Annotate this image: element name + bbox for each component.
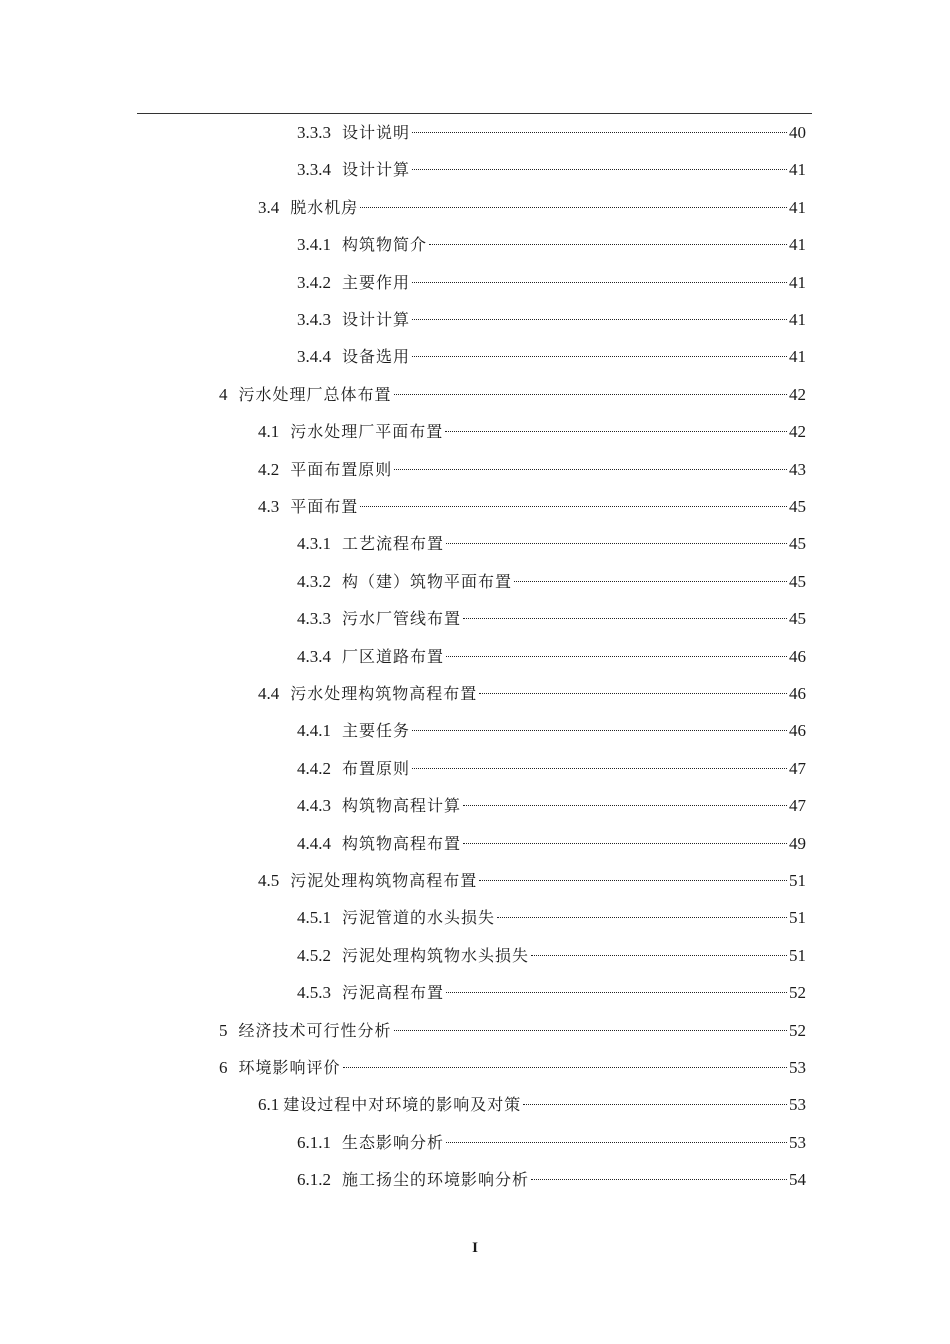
toc-entry[interactable] (297, 642, 806, 672)
toc-entry-page: 41 (789, 235, 806, 255)
toc-entry-page: 45 (789, 534, 806, 554)
toc-entry[interactable] (219, 380, 806, 410)
toc-dot-leader (446, 543, 787, 544)
toc-entry-title: 设计说明 (342, 123, 411, 142)
toc-entry[interactable] (297, 978, 806, 1008)
toc-entry-number: 6 (219, 1058, 228, 1077)
toc-entry-number: 6.1 (258, 1095, 280, 1115)
toc-entry-page: 51 (789, 945, 806, 965)
toc-entry-page: 54 (789, 1170, 806, 1190)
toc-entry[interactable] (297, 903, 806, 933)
toc-dot-leader (531, 955, 787, 956)
toc-entry-title: 设计计算 (342, 310, 411, 329)
toc-entry-page: 45 (789, 609, 806, 629)
toc-entry[interactable] (297, 268, 806, 298)
toc-entry-page: 41 (789, 310, 806, 329)
toc-entry-title: 主要作用 (342, 272, 411, 292)
toc-entry-number: 4.5.3 (297, 983, 331, 1003)
toc-entry[interactable] (297, 754, 806, 784)
toc-entry[interactable] (297, 342, 806, 372)
toc-entry-title: 平面布置 (290, 497, 359, 516)
toc-entry-page: 43 (789, 459, 806, 479)
toc-dot-leader (412, 132, 787, 133)
toc-entry[interactable] (297, 716, 806, 746)
toc-dot-leader (497, 917, 787, 918)
toc-entry-title: 设计计算 (342, 160, 411, 180)
toc-entry[interactable] (297, 941, 806, 971)
toc-entry[interactable] (297, 155, 806, 185)
toc-entry-page: 46 (789, 646, 806, 666)
toc-entry-number: 4.4.4 (297, 833, 331, 853)
toc-dot-leader (531, 1179, 787, 1180)
toc-entry-title: 环境影响评价 (238, 1058, 341, 1077)
toc-dot-leader (394, 394, 787, 395)
toc-entry-page: 41 (789, 160, 806, 180)
toc-entry-number: 4.4.3 (297, 796, 331, 816)
toc-entry-page: 53 (789, 1095, 806, 1115)
toc-entry-number: 4 (219, 384, 228, 404)
toc-entry-title: 污泥处理构筑物水头损失 (342, 945, 530, 965)
toc-entry-page: 52 (789, 983, 806, 1003)
toc-entry-title: 主要任务 (342, 721, 411, 741)
toc-entry-title: 生态影响分析 (342, 1132, 445, 1152)
toc-entry-number: 4.5.1 (297, 908, 331, 928)
toc-entry-number: 4.4.2 (297, 758, 331, 778)
toc-dot-leader (343, 1067, 787, 1068)
toc-entry-number: 5 (219, 1020, 228, 1040)
toc-entry-number: 3.4.3 (297, 310, 331, 329)
toc-entry-page: 42 (789, 384, 806, 404)
toc-entry-title: 脱水机房 (290, 197, 359, 217)
toc-entry-page: 40 (789, 123, 806, 142)
toc-dot-leader (360, 506, 787, 507)
toc-dot-leader (463, 618, 787, 619)
toc-dot-leader (479, 880, 787, 881)
toc-entry-number: 3.4.1 (297, 235, 331, 255)
toc-entry-page: 53 (789, 1058, 806, 1077)
toc-entry[interactable] (258, 1090, 806, 1120)
toc-entry-page: 51 (789, 908, 806, 928)
toc-entry-number: 4.3.3 (297, 609, 331, 629)
toc-entry[interactable] (258, 417, 806, 447)
toc-entry-page: 41 (789, 272, 806, 292)
toc-entry-page: 47 (789, 758, 806, 778)
toc-entry-title: 建设过程中对环境的影响及对策 (283, 1095, 522, 1115)
toc-dot-leader (445, 431, 787, 432)
toc-dot-leader (463, 805, 787, 806)
toc-entry-number: 4.3.1 (297, 534, 331, 554)
toc-entry[interactable] (258, 679, 806, 709)
toc-entry-title: 设备选用 (342, 347, 411, 367)
toc-entry-page: 41 (789, 347, 806, 367)
header-rule (137, 113, 812, 114)
toc-entry[interactable] (258, 492, 806, 522)
toc-entry-number: 3.3.4 (297, 160, 331, 180)
toc-dot-leader (412, 768, 787, 769)
toc-dot-leader (412, 319, 787, 320)
toc-entry-number: 3.4.2 (297, 272, 331, 292)
toc-entry-number: 4.3 (258, 497, 280, 516)
toc-entry[interactable] (297, 118, 806, 148)
toc-entry-number: 6.1.1 (297, 1132, 331, 1152)
toc-dot-leader (412, 356, 787, 357)
toc-dot-leader (446, 1142, 787, 1143)
toc-entry[interactable] (219, 1053, 806, 1083)
toc-dot-leader (446, 656, 787, 657)
toc-entry-number: 4.3.2 (297, 571, 331, 591)
toc-dot-leader (446, 992, 787, 993)
toc-entry-page: 47 (789, 796, 806, 816)
toc-entry-page: 42 (789, 422, 806, 442)
toc-entry-title: 施工扬尘的环境影响分析 (342, 1170, 530, 1190)
toc-entry-number: 3.3.3 (297, 123, 331, 142)
toc-dot-leader (412, 730, 787, 731)
toc-entry-page: 46 (789, 684, 806, 703)
toc-entry[interactable] (297, 1128, 806, 1158)
toc-entry-number: 4.5.2 (297, 945, 331, 965)
toc-dot-leader (429, 244, 787, 245)
page-number: I (472, 1240, 478, 1256)
toc-dot-leader (412, 282, 787, 283)
toc-entry-title: 构筑物高程布置 (342, 833, 462, 853)
toc-entry-number: 4.5 (258, 871, 280, 890)
toc-entry-title: 污泥管道的水头损失 (342, 908, 496, 928)
toc-entry-title: 污水处理厂总体布置 (238, 384, 392, 404)
toc-entry-title: 布置原则 (342, 758, 411, 778)
toc-entry-page: 51 (789, 871, 806, 890)
toc-entry[interactable] (297, 529, 806, 559)
toc-entry-title: 工艺流程布置 (342, 534, 445, 554)
toc-dot-leader (463, 843, 787, 844)
toc-entry[interactable] (297, 567, 806, 597)
toc-entry[interactable] (297, 604, 806, 634)
toc-entry-title: 污水厂管线布置 (342, 609, 462, 629)
toc-entry-title: 构（建）筑物平面布置 (342, 571, 513, 591)
toc-entry-page: 46 (789, 721, 806, 741)
toc-entry-number: 4.2 (258, 459, 280, 479)
toc-entry-number: 3.4.4 (297, 347, 331, 367)
toc-dot-leader (360, 207, 787, 208)
toc-entry-page: 41 (789, 197, 806, 217)
toc-entry-number: 3.4 (258, 197, 280, 217)
toc-entry-page: 45 (789, 571, 806, 591)
toc-entry-title: 平面布置原则 (290, 459, 393, 479)
toc-entry-number: 6.1.2 (297, 1170, 331, 1190)
toc-dot-leader (479, 693, 787, 694)
toc-dot-leader (514, 581, 787, 582)
toc-entry-number: 4.4 (258, 684, 280, 703)
toc-entry-title: 污泥高程布置 (342, 983, 445, 1003)
toc-dot-leader (394, 1030, 787, 1031)
toc-entry-title: 经济技术可行性分析 (238, 1020, 392, 1040)
toc-entry[interactable] (297, 1165, 806, 1195)
toc-entry-title: 构筑物高程计算 (342, 796, 462, 816)
toc-entry[interactable] (297, 791, 806, 821)
toc-dot-leader (412, 169, 787, 170)
toc-entry-page: 53 (789, 1132, 806, 1152)
toc-entry[interactable] (297, 305, 806, 335)
toc-entry-title: 厂区道路布置 (342, 646, 445, 666)
toc-entry[interactable] (258, 455, 806, 485)
toc-entry[interactable] (258, 193, 806, 223)
toc-entry[interactable] (258, 866, 806, 896)
toc-entry-page: 45 (789, 497, 806, 516)
toc-entry[interactable] (219, 1016, 806, 1046)
toc-dot-leader (523, 1104, 787, 1105)
toc-entry[interactable] (297, 829, 806, 859)
toc-entry-page: 52 (789, 1020, 806, 1040)
toc-entry-title: 污水处理厂平面布置 (290, 422, 444, 442)
toc-entry-title: 构筑物简介 (342, 235, 428, 255)
toc-entry[interactable] (297, 230, 806, 260)
toc-entry-number: 4.3.4 (297, 646, 331, 666)
toc-dot-leader (394, 469, 787, 470)
toc-entry-title: 污水处理构筑物高程布置 (290, 684, 478, 703)
toc-entry-number: 4.4.1 (297, 721, 331, 741)
toc-entry-number: 4.1 (258, 422, 280, 442)
toc-entry-page: 49 (789, 833, 806, 853)
toc-entry-title: 污泥处理构筑物高程布置 (290, 871, 478, 890)
